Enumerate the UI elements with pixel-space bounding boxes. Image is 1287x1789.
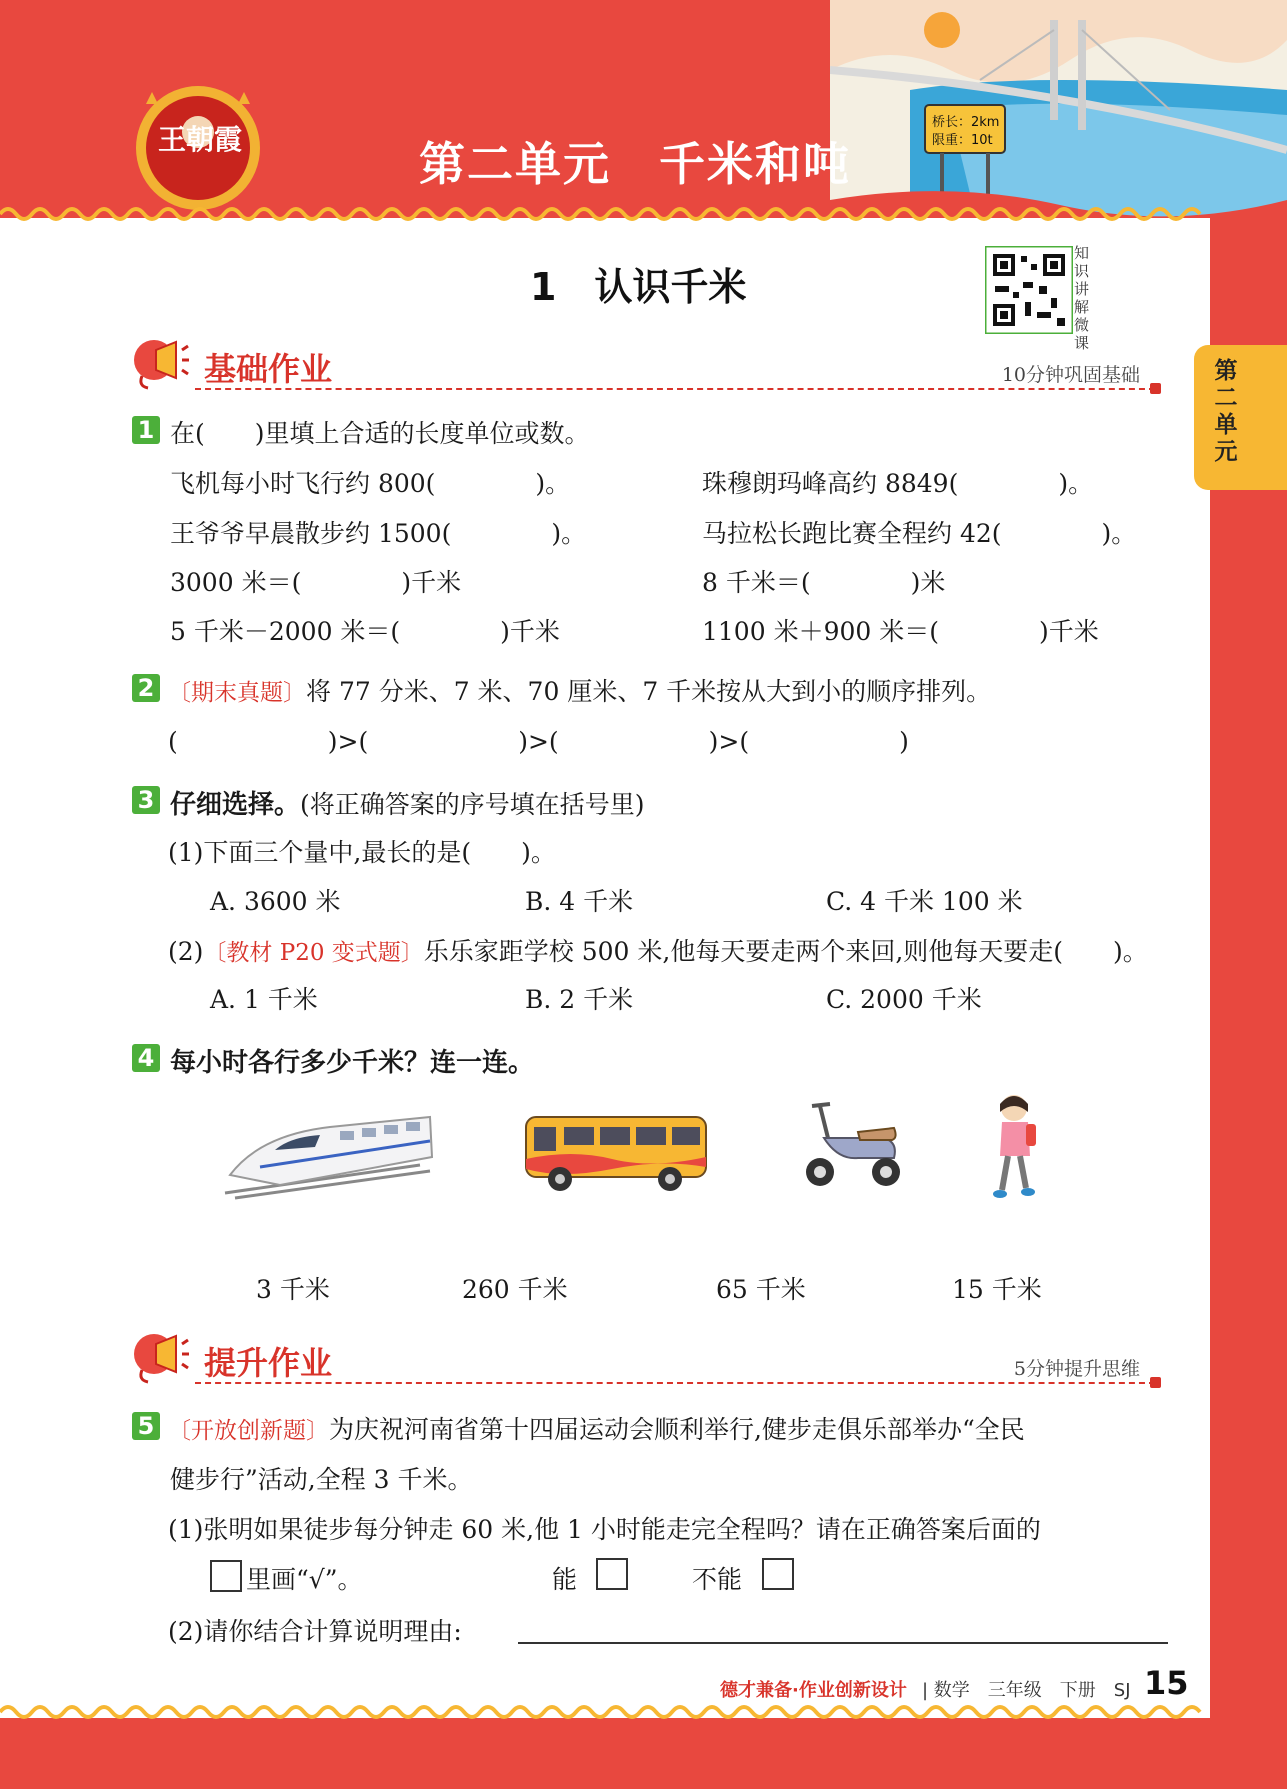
option-yes-label: 能 <box>552 1565 578 1594</box>
q1-item-6: 8 千米＝( )米 <box>702 568 946 597</box>
section-basic-title: 基础作业 <box>204 350 333 388</box>
megaphone-icon <box>132 336 190 390</box>
section-divider <box>195 388 1155 390</box>
q5-text-1: 为庆祝河南省第十四届运动会顺利举行,健步走俱乐部举办“全民 <box>329 1415 1025 1444</box>
wavy-border-top <box>0 196 1287 226</box>
q1-item-3: 王爷爷早晨散步约 1500( )。 <box>170 519 587 548</box>
section-basic-note: 10分钟巩固基础 <box>1001 364 1140 386</box>
q3-sub2-option-c: C. 2000 千米 <box>826 985 982 1014</box>
q3-sub2-text: 乐乐家距学校 500 米,他每天要走两个来回,则他每天要走( )。 <box>423 937 1148 966</box>
divider-end-dot <box>1150 383 1161 394</box>
q2-blanks: ( )>( )>( )>( ) <box>168 727 909 756</box>
unit-title: 第二单元 千米和吨 <box>419 137 851 191</box>
q3-sub2-option-a: A. 1 千米 <box>210 985 318 1014</box>
footer-brand: 德才兼备·作业创新设计 <box>720 1680 907 1701</box>
question-number-5: 5 <box>132 1412 160 1440</box>
q4-label-4[interactable]: 15 千米 <box>952 1275 1042 1304</box>
q4-label-2[interactable]: 260 千米 <box>462 1275 568 1304</box>
walking-girl-icon[interactable] <box>992 1090 1038 1200</box>
q3-head: 仔细选择。 <box>170 790 301 820</box>
q1-item-7: 5 千米－2000 米＝( )千米 <box>170 617 560 646</box>
q5-sub2: (2)请你结合计算说明理由: <box>168 1617 462 1646</box>
question-number-4: 4 <box>132 1044 160 1072</box>
q4-label-3[interactable]: 65 千米 <box>716 1275 806 1304</box>
section-advanced-title: 提升作业 <box>204 1344 333 1382</box>
footer-meta: | 数学 三年级 下册 SJ <box>922 1680 1131 1701</box>
option-no-checkbox[interactable] <box>762 1558 794 1590</box>
bridge-sign <box>932 114 1012 150</box>
q4-instruction: 每小时各行多少千米？连一连。 <box>170 1048 535 1078</box>
q3-head-note: (将正确答案的序号填在括号里) <box>300 790 645 819</box>
section-divider <box>195 1382 1155 1384</box>
option-no-label: 不能 <box>692 1565 743 1594</box>
side-tab-label: 第二单元 <box>1214 358 1238 465</box>
q2-text: 将 77 分米、7 米、70 厘米、7 千米按从大到小的顺序排列。 <box>306 677 992 706</box>
question-number-3: 3 <box>132 786 160 814</box>
reason-answer-line[interactable] <box>518 1642 1168 1644</box>
q1-item-2: 珠穆朗玛峰高约 8849( )。 <box>702 469 1094 498</box>
megaphone-icon <box>132 1330 190 1384</box>
q5-tag: 〔开放创新题〕 <box>168 1418 329 1444</box>
wavy-border-bottom <box>0 1700 1287 1730</box>
bus-icon[interactable] <box>522 1113 710 1195</box>
q4-label-1[interactable]: 3 千米 <box>256 1275 330 1304</box>
q2-line <box>168 672 991 708</box>
sample-checkbox <box>210 1560 242 1592</box>
sign-line-1: 桥长：2km <box>932 115 1000 130</box>
q3-heading <box>170 784 645 821</box>
q3-sub2-tag: 〔教材 P20 变式题〕 <box>203 940 424 966</box>
q1-item-1: 飞机每小时飞行约 800( )。 <box>170 469 571 498</box>
q3-sub1-option-a: A. 3600 米 <box>210 887 341 916</box>
question-number-2: 2 <box>132 674 160 702</box>
logo-text: 王朝霞 <box>157 123 242 156</box>
option-yes-checkbox[interactable] <box>596 1558 628 1590</box>
q3-sub1-option-b: B. 4 千米 <box>525 887 634 916</box>
q3-sub2 <box>168 932 1148 968</box>
q5-sub1-tail: 里画“√”。 <box>246 1565 363 1594</box>
q1-instruction: 在( )里填上合适的长度单位或数。 <box>170 419 590 448</box>
qr-caption: 知识讲解微课 <box>1074 244 1090 352</box>
q1-item-5: 3000 米＝( )千米 <box>170 568 462 597</box>
q3-sub2-prefix: (2) <box>168 937 204 966</box>
page-number: 15 <box>1144 1664 1189 1702</box>
q3-sub1: (1)下面三个量中,最长的是( )。 <box>168 838 556 867</box>
lesson-title: 1 认识千米 <box>530 265 747 309</box>
q5-line-1 <box>168 1410 1025 1446</box>
q1-item-8: 1100 米＋900 米＝( )千米 <box>702 617 1099 646</box>
q3-sub2-option-b: B. 2 千米 <box>525 985 634 1014</box>
qr-code-icon[interactable] <box>985 246 1073 334</box>
q3-sub1-option-c: C. 4 千米 100 米 <box>826 887 1023 916</box>
divider-end-dot <box>1150 1377 1161 1388</box>
sign-line-2: 限重：10t <box>932 133 993 148</box>
q5-text-2: 健步行”活动,全程 3 千米。 <box>170 1465 473 1494</box>
question-number-1: 1 <box>132 416 160 444</box>
q5-sub1: (1)张明如果徒步每分钟走 60 米,他 1 小时能走完全程吗？请在正确答案后面的 <box>168 1515 1041 1544</box>
q2-tag: 〔期末真题〕 <box>168 680 306 706</box>
scooter-icon[interactable] <box>798 1098 906 1190</box>
section-advanced-note: 5分钟提升思维 <box>1013 1358 1140 1380</box>
high-speed-train-icon[interactable] <box>220 1105 435 1200</box>
q1-item-4: 马拉松长跑比赛全程约 42( )。 <box>702 519 1137 548</box>
